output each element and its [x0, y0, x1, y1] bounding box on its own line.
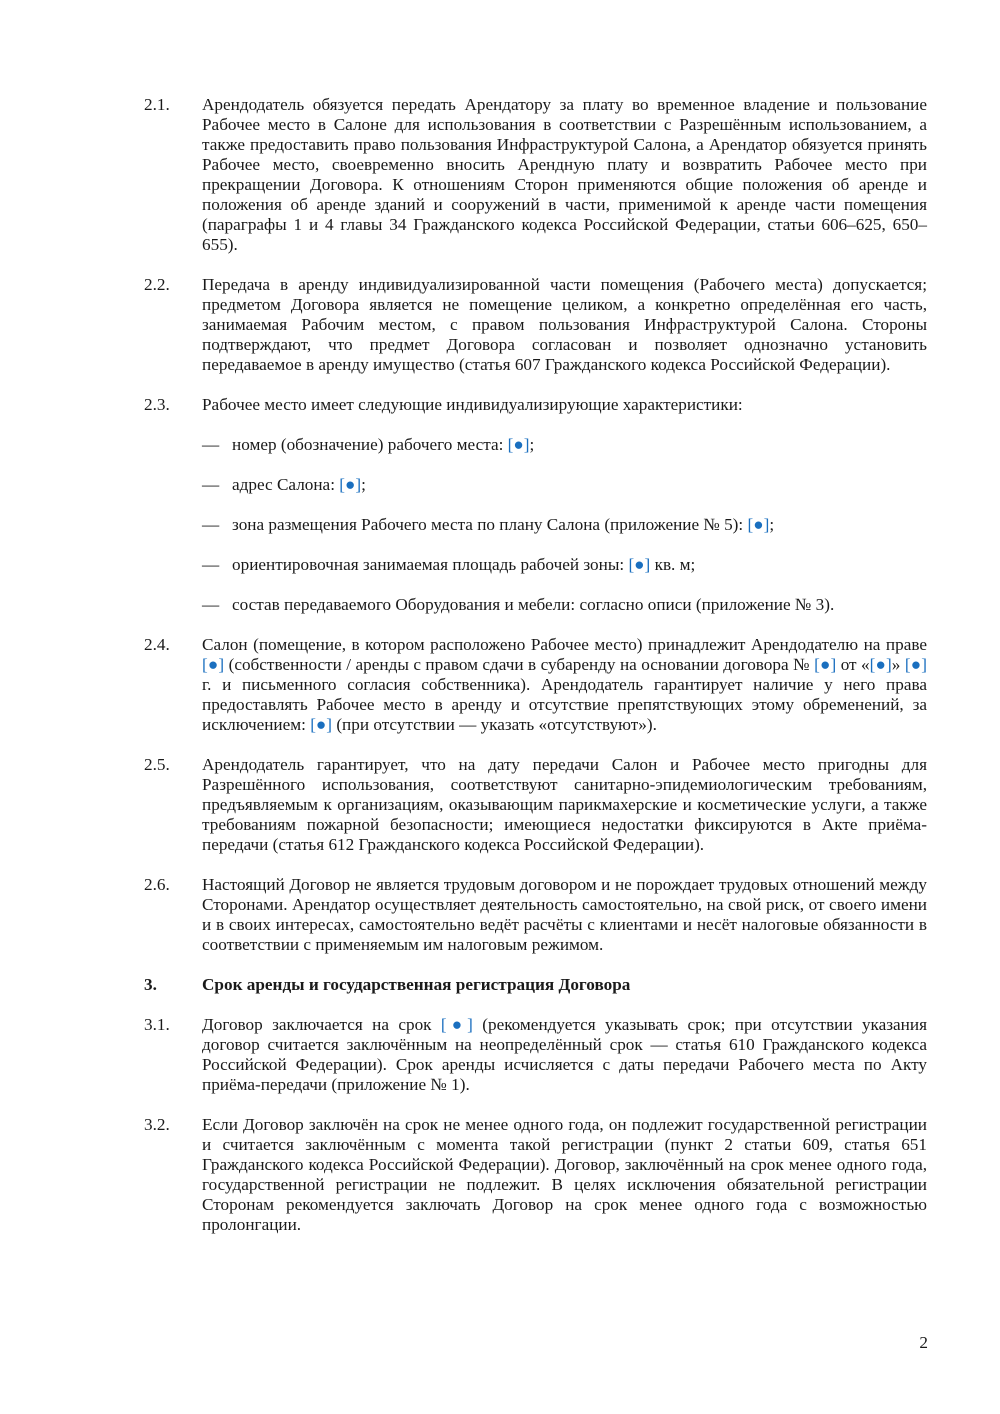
characteristic-text: адрес Салона: [●]; [232, 475, 366, 494]
placeholder-field[interactable]: [●] [814, 655, 837, 674]
clause-3-2 [144, 1115, 927, 1235]
clause-2-1 [144, 95, 927, 255]
placeholder-field[interactable]: [●] [507, 435, 530, 454]
clause-2-3 [144, 395, 927, 415]
placeholder-field[interactable]: [●] [202, 655, 225, 674]
clause-text: Если Договор заключён на срок не менее одного года, он подлежит государственной регистрации и считается заключённым с момента такой регистрации (пункт 2 статьи 609, статья 651 Гражданского кодекса Российской Федерации). Договор, заключённый на срок менее одного года, государственной регистрации не подлежит. В целях исключения обязательной регистрации Сторонам рекомендуется заключать Договор на срок менее одного года с возможностью пролонгации. [202, 1115, 927, 1234]
section-number: 3. [144, 975, 157, 994]
dash-marker: — [202, 595, 220, 614]
document-body [144, 95, 927, 1255]
characteristic-text: номер (обозначение) рабочего места: [●]; [232, 435, 535, 454]
clause-text: Договор заключается на срок [●] (рекомендуется указывать срок; при отсутствии указания договор считается заключённым на неопределённый срок — статья 610 Гражданского кодекса Российской Федерации). Срок аренды исчисляется с даты передачи Рабочего места по Акту приёма-передачи (приложение № 1). [202, 1015, 927, 1094]
page-number: 2 [919, 1333, 928, 1352]
characteristic-text: состав передаваемого Оборудования и мебели: согласно описи (приложение № 3). [232, 595, 835, 614]
characteristic-item [202, 555, 927, 575]
section-title: Срок аренды и государственная регистрация Договора [202, 975, 631, 994]
characteristic-item [202, 515, 927, 535]
clause-2-4 [144, 635, 927, 735]
section-heading [144, 975, 927, 995]
clause-text: Передача в аренду индивидуализированной части помещения (Рабочего места) допускается; предметом Договора является не помещение целиком, а конкретно определённая его часть, занимаемая Рабочим местом, с правом пользования Инфраструктурой Салона. Стороны подтверждают, что предмет Договора согласован и позволяет однозначно установить передаваемое в аренду имущество (статья 607 Гражданского кодекса Российской Федерации). [202, 275, 927, 374]
clause-text: Арендодатель гарантирует, что на дату передачи Салон и Рабочее место пригодны для Разрешённого использования, соответствуют санитарно-эпидемиологическим требованиям, предъявляемым к организациям, оказывающим парикмахерские и косметические услуги, а также требованиям пожарной безопасности; имеющиеся недостатки фиксируются в Акте приёма-передачи (статья 612 Гражданского кодекса Российской Федерации). [202, 755, 927, 854]
clause-number: 3.2. [144, 1115, 170, 1134]
characteristic-item [202, 475, 927, 495]
clause-text: Настоящий Договор не является трудовым договором и не порождает трудовых отношений между Сторонами. Арендатор осуществляет деятельность самостоятельно, на свой риск, от своего имени и в своих интересах, самостоятельно ведёт расчёты с клиентами и несёт налоговые обязанности в соответствии с применяемым им налоговым режимом. [202, 875, 927, 954]
clause-number: 3.1. [144, 1015, 170, 1034]
clause-number: 2.3. [144, 395, 170, 414]
placeholder-field[interactable]: [●] [747, 515, 770, 534]
clause-number: 2.6. [144, 875, 170, 894]
characteristic-item [202, 435, 927, 455]
characteristic-text: зона размещения Рабочего места по плану Салона (приложение № 5): [●]; [232, 515, 775, 534]
dash-marker: — [202, 515, 220, 534]
clause-number: 2.2. [144, 275, 170, 294]
placeholder-field[interactable]: [●] [339, 475, 362, 494]
clause-text: Арендодатель обязуется передать Арендатору за плату во временное владение и пользование Рабочее место в Салоне для использования в соответствии с Разрешённым использованием, а также предоставить право пользования Инфраструктурой Салона, а Арендатор обязуется принять Рабочее место, своевременно вносить Арендную плату и возвратить Рабочее место при прекращении Договора. К отношениям Сторон применяются общие положения об аренде и положения об аренде зданий и сооружений в части, применимой к аренде части помещения (параграфы 1 и 4 главы 34 Гражданского кодекса Российской Федерации, статьи 606–625, 650–655). [202, 95, 927, 254]
clause-text: Рабочее место имеет следующие индивидуализирующие характеристики: [202, 395, 743, 414]
dash-marker: — [202, 475, 220, 494]
characteristic-text: ориентировочная занимаемая площадь рабочей зоны: [●] кв. м; [232, 555, 696, 574]
placeholder-field[interactable]: [●] [628, 555, 651, 574]
placeholder-field[interactable]: [●] [869, 655, 892, 674]
clause-number: 2.4. [144, 635, 170, 654]
placeholder-field[interactable]: [●] [310, 715, 333, 734]
clause-number: 2.1. [144, 95, 170, 114]
dash-marker: — [202, 435, 220, 454]
clause-text: Салон (помещение, в котором расположено Рабочее место) принадлежит Арендодателю на праве [●] (собственности / аренды с правом сдачи в субаренду на основании договора № [●] от «[●]» [●] г. и письменного согласия собственника). Арендодатель гарантирует наличие у него права предоставлять Рабочее место в аренду и отсутствие препятствующих этому обременений, за исключением: [●] (при отсутствии — указать «отсутствуют»). [202, 635, 927, 734]
clause-2-2 [144, 275, 927, 375]
placeholder-field[interactable]: [●] [440, 1015, 473, 1034]
placeholder-field[interactable]: [●] [904, 655, 927, 674]
clause-number: 2.5. [144, 755, 170, 774]
clause-2-6 [144, 875, 927, 955]
clause-3-1 [144, 1015, 927, 1095]
characteristic-item [202, 595, 927, 615]
clause-2-5 [144, 755, 927, 855]
dash-marker: — [202, 555, 220, 574]
